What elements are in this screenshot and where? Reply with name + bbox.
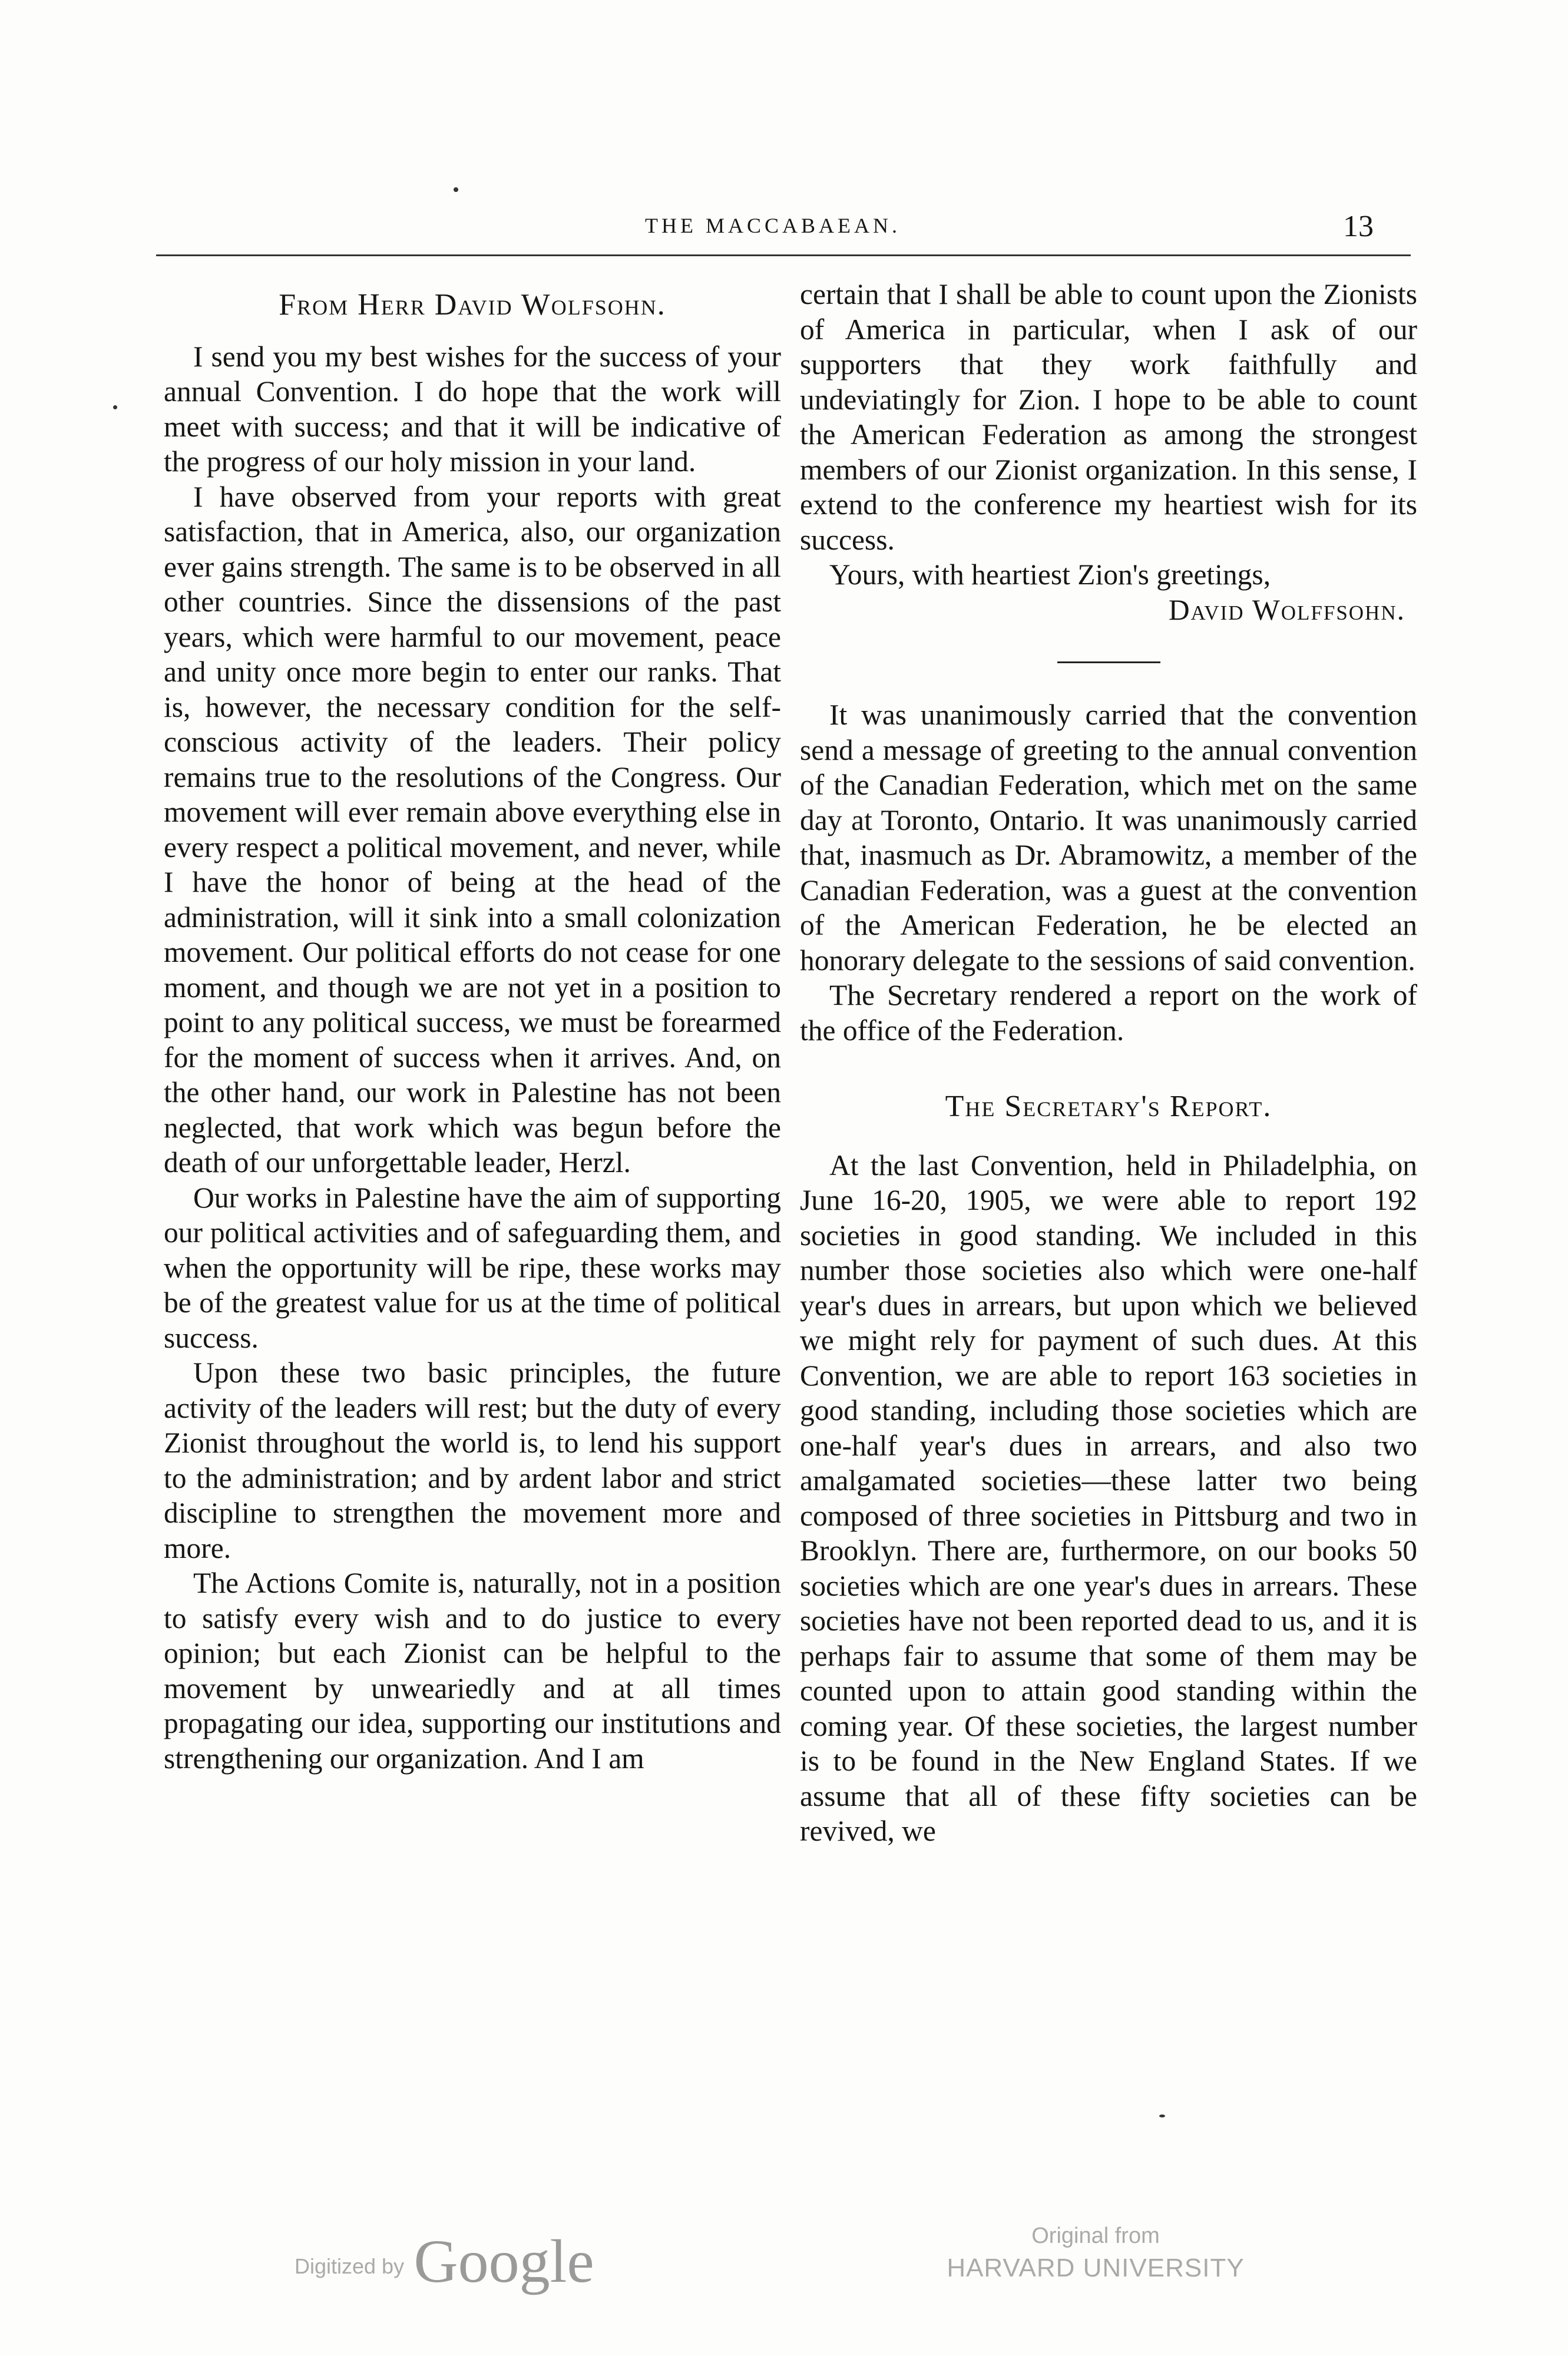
scan-speck: [1159, 2115, 1165, 2117]
letter-paragraph: Upon these two basic principles, the future activity of the leaders will rest; but the duty of every Zionist throughout the world is, to lend his support to the administration; and by ardent labor and strict discipline to strengthen the movement more and more.: [164, 1356, 781, 1564]
letter-paragraph: Our works in Palestine have the aim of supporting our political activities and of safeguarding them, and when the opportunity will be ripe, these works may be of the greatest value for us at the time of political success.: [164, 1181, 781, 1354]
left-column: [164, 277, 781, 1776]
letter-continuation: certain that I shall be able to count upon the Zionists of America in particular, when I ask of our supporters that they work faithfully and undeviatingly for Zion. I hope to be able to count the American Federation as among the strongest members of our Zionist organization. In this sense, I extend to the conference my heartiest wish for its success.: [800, 278, 1417, 556]
right-column: [800, 277, 1417, 1849]
letter-closing: Yours, with heartiest Zion's greetings,: [829, 558, 1271, 591]
original-from-watermark: [937, 2223, 1255, 2283]
running-header: THE MACCABAEAN.: [645, 214, 901, 237]
section-divider: [1057, 661, 1160, 663]
institution-name: HARVARD UNIVERSITY: [947, 2254, 1245, 2282]
minutes-paragraph: It was unanimously carried that the convention send a message of greeting to the annual convention of the Canadian Federation, which met on the same day at Toronto, Ontario. It was unanimously carried that, inasmuch as Dr. Abramowitz, a member of the Canadian Federation, was a guest at the convention of the American Federation, he be elected an honorary delegate to the sessions of said convention.: [800, 699, 1417, 977]
original-from-label: Original from: [1031, 2223, 1160, 2248]
header-rule: [156, 254, 1411, 256]
report-heading: The Secretary's Report.: [945, 1090, 1272, 1123]
report-paragraph: At the last Convention, held in Philadelphia, on June 16-20, 1905, we were able to report 192 societies in good standing. We included in this number those societies also which were one-half year's dues in arrears, but upon which we believed we might rely for payment of such dues. At this Convention, we are able to report 163 societies in good standing, including those societies which are one-half year's dues in arrears, and also two amalgamated societies—these latter two being composed of three societies in Pittsburg and two in Brooklyn. There are, furthermore, on our books 50 societies which are one year's dues in arrears. These societies have not been reported dead to us, and it is perhaps fair to assume that some of them may be counted upon to attain good standing within the coming year. Of these societies, the largest number is to be found in the New England States. If we assume that all of these fifty societies can be revived, we: [800, 1149, 1417, 1847]
letter-signature: David Wolffsohn.: [1168, 593, 1405, 626]
digitized-by-watermark: [295, 2226, 594, 2297]
scan-speck: [454, 187, 458, 192]
page-number: 13: [1343, 210, 1374, 243]
letter-paragraph: The Actions Comite is, naturally, not in a position to satisfy every wish and to do justice to every opinion; but each Zionist can be helpful to the movement by unweariedly and at all times propagating our idea, supporting our institutions and strengthening our organization. And I am: [164, 1567, 781, 1775]
letter-paragraph: I send you my best wishes for the success of your annual Convention. I do hope that the work will meet with success; and that it will be indicative of the progress of our holy mission in your land.: [164, 340, 781, 478]
digitized-label: Digitized by: [295, 2254, 405, 2278]
letter-paragraph: I have observed from your reports with great satisfaction, that in America, also, our organization ever gains strength. The same is to be observed in all other countries. Since the dissensions of the past years, which were harmful to our movement, peace and unity once more begin to enter our ranks. That is, however, the necessary condition for the self-conscious activity of the leaders. Their policy remains true to the resolutions of the Congress. Our movement will ever remain above everything else in every respect a political movement, and never, while I have the honor of being at the head of the administration, will it sink into a small colonization movement. Our political efforts do not cease for one moment, and though we are not yet in a position to point to any political success, we must be forearmed for the moment of success when it arrives. And, on the other hand, our work in Palestine has not been neglected, that work which was begun before the death of our unforgettable leader, Herzl.: [164, 480, 781, 1179]
google-logo: Google: [413, 2228, 594, 2295]
letter-heading: From Herr David Wolfsohn.: [279, 288, 666, 322]
minutes-paragraph: The Secretary rendered a report on the work of the office of the Federation.: [800, 979, 1417, 1047]
scan-speck: [113, 405, 117, 409]
